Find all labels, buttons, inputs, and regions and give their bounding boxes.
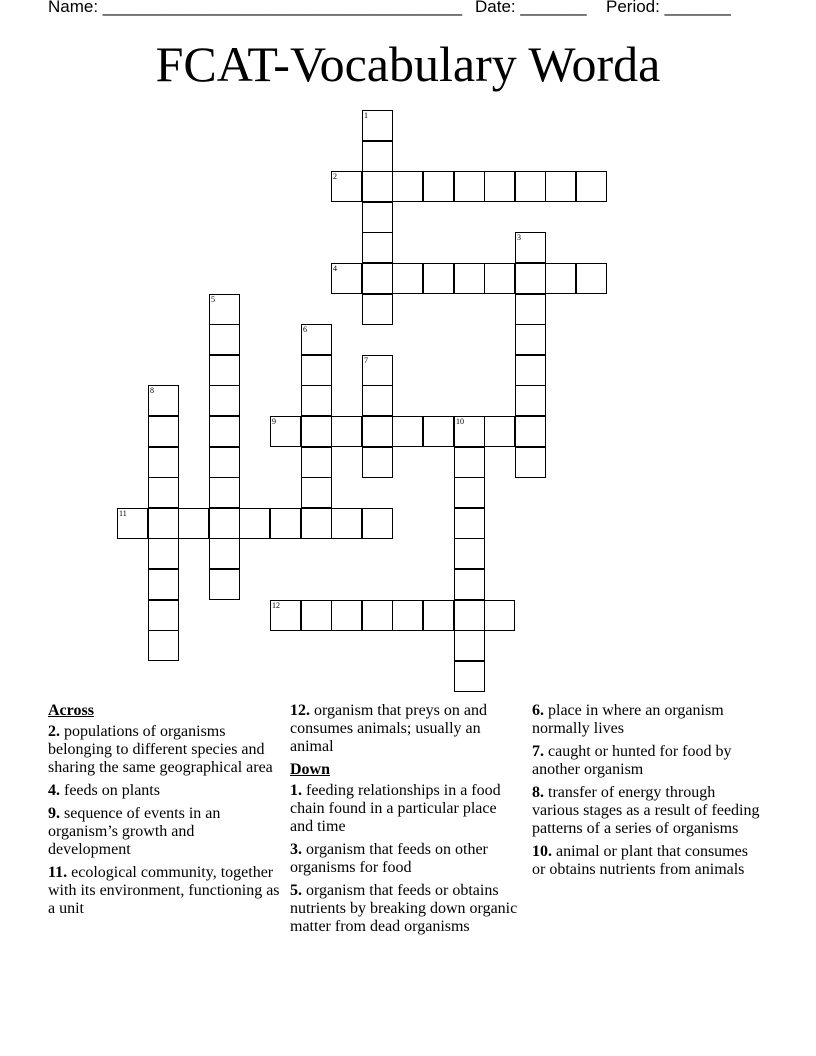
crossword-cell[interactable] [148,630,179,661]
clue-number: 2 [333,172,337,181]
crossword-cell[interactable] [515,324,546,355]
crossword-cell[interactable] [515,294,546,325]
crossword-cell[interactable] [148,477,179,508]
crossword-cell[interactable] [362,355,393,386]
crossword-cell[interactable] [545,263,576,294]
crossword-cell[interactable] [392,263,423,294]
crossword-cell[interactable] [392,171,423,202]
crossword-cell[interactable] [362,600,393,631]
crossword-cell[interactable] [148,600,179,631]
crossword-cell[interactable] [454,171,485,202]
crossword-cell[interactable] [454,416,485,447]
crossword-cell[interactable] [362,263,393,294]
clue-number: 9 [272,417,276,426]
crossword-cell[interactable] [515,232,546,263]
clue-number: 12 [272,601,280,610]
crossword-cell[interactable] [515,263,546,294]
crossword-cell[interactable] [454,447,485,478]
crossword-cell[interactable] [178,508,209,539]
crossword-cell[interactable] [515,171,546,202]
down-heading: Down [290,761,331,778]
crossword-cell[interactable] [362,141,393,172]
clue-number: 7 [364,356,368,365]
clue-number: 11 [119,509,127,518]
crossword-cell[interactable] [301,477,332,508]
crossword-cell[interactable] [423,600,454,631]
crossword-cell[interactable] [209,508,240,539]
crossword-cell[interactable] [148,385,179,416]
crossword-cell[interactable] [423,171,454,202]
crossword-cell[interactable] [270,600,301,631]
crossword-cell[interactable] [515,355,546,386]
crossword-cell[interactable] [209,538,240,569]
crossword-cell[interactable] [301,600,332,631]
crossword-cell[interactable] [454,477,485,508]
crossword-cell[interactable] [209,569,240,600]
crossword-cell[interactable] [454,508,485,539]
name-field[interactable]: Name: ______________________________________ [48,0,463,16]
crossword-cell[interactable] [362,508,393,539]
crossword-cell[interactable] [362,416,393,447]
crossword-cell[interactable] [362,202,393,233]
crossword-cell[interactable] [209,477,240,508]
clue-down-10: 10. animal or plant that consumes or obtains nutrients from animals [532,843,748,878]
crossword-cell[interactable] [331,171,362,202]
clue-column-3 [532,702,764,884]
crossword-cell[interactable] [209,416,240,447]
clue-number: 1 [364,111,368,120]
crossword-cell[interactable] [148,538,179,569]
crossword-cell[interactable] [454,661,485,692]
clue-column-1 [48,702,280,923]
crossword-cell[interactable] [484,416,515,447]
crossword-cell[interactable] [301,508,332,539]
date-field[interactable]: Date: _______ [475,0,587,16]
crossword-cell[interactable] [148,508,179,539]
crossword-cell[interactable] [454,600,485,631]
clue-down-6: 6. place in where an organism normally lives [532,702,724,737]
crossword-cell[interactable] [209,324,240,355]
crossword-cell[interactable] [117,508,148,539]
crossword-cell[interactable] [484,263,515,294]
crossword-cell[interactable] [331,263,362,294]
clue-number: 5 [211,295,215,304]
page-title: FCAT-Vocabulary Worda [155,36,661,92]
crossword-cell[interactable] [423,263,454,294]
crossword-cell[interactable] [270,508,301,539]
crossword-cell[interactable] [362,294,393,325]
crossword-cell[interactable] [362,171,393,202]
across-heading: Across [48,702,94,719]
crossword-cell[interactable] [515,416,546,447]
crossword-cell[interactable] [392,600,423,631]
crossword-cell[interactable] [301,447,332,478]
crossword-cell[interactable] [331,600,362,631]
crossword-cell[interactable] [576,263,607,294]
clue-column-2 [290,702,522,941]
crossword-cell[interactable] [239,508,270,539]
clue-down-7: 7. caught or hunted for food by another organism [532,743,732,778]
crossword-cell[interactable] [270,416,301,447]
clue-number: 10 [456,417,464,426]
crossword-cell[interactable] [576,171,607,202]
clue-number: 6 [303,325,307,334]
clue-number: 8 [150,386,154,395]
crossword-cell[interactable] [209,355,240,386]
crossword-cell[interactable] [301,324,332,355]
clue-down-3: 3. organism that feeds on other organisms for food [290,841,488,876]
crossword-cell[interactable] [209,294,240,325]
clue-across-9: 9. sequence of events in an organism’s growth and development [48,805,221,858]
crossword-cell[interactable] [148,416,179,447]
crossword-cell[interactable] [301,355,332,386]
crossword-cell[interactable] [331,508,362,539]
clue-across-12: 12. organism that preys on and consumes animals; usually an animal [290,702,488,755]
crossword-cell[interactable] [515,447,546,478]
crossword-cell[interactable] [362,110,393,141]
crossword-cell[interactable] [454,263,485,294]
crossword-cell[interactable] [301,416,332,447]
crossword-cell[interactable] [392,416,423,447]
crossword-cell[interactable] [484,600,515,631]
crossword-cell[interactable] [454,630,485,661]
crossword-cell[interactable] [362,232,393,263]
crossword-cell[interactable] [515,385,546,416]
crossword-cell[interactable] [454,569,485,600]
crossword-cell[interactable] [362,447,393,478]
crossword-cell[interactable] [148,447,179,478]
crossword-cell[interactable] [301,385,332,416]
clue-down-1: 1. feeding relationships in a food chain found in a particular place and time [290,782,501,835]
clue-number: 4 [333,264,337,273]
clue-across-2: 2. populations of organisms belonging to different species and sharing the same geographical area [48,723,273,776]
crossword-cell[interactable] [209,447,240,478]
crossword-cell[interactable] [209,385,240,416]
clue-down-5: 5. organism that feeds or obtains nutrients by breaking down organic matter from dead organisms [290,882,518,935]
clue-down-8: 8. transfer of energy through various stages as a result of feeding patterns of a series of organisms [532,784,760,837]
crossword-cell[interactable] [331,416,362,447]
period-field[interactable]: Period: _______ [606,0,731,16]
crossword-cell[interactable] [484,171,515,202]
crossword-cell[interactable] [454,538,485,569]
crossword-cell[interactable] [362,385,393,416]
crossword-cell[interactable] [545,171,576,202]
clue-number: 3 [517,233,521,242]
clue-across-11: 11. ecological community, together with its environment, functioning as a unit [48,864,280,917]
clue-across-4: 4. feeds on plants [48,782,160,799]
crossword-cell[interactable] [423,416,454,447]
crossword-cell[interactable] [148,569,179,600]
